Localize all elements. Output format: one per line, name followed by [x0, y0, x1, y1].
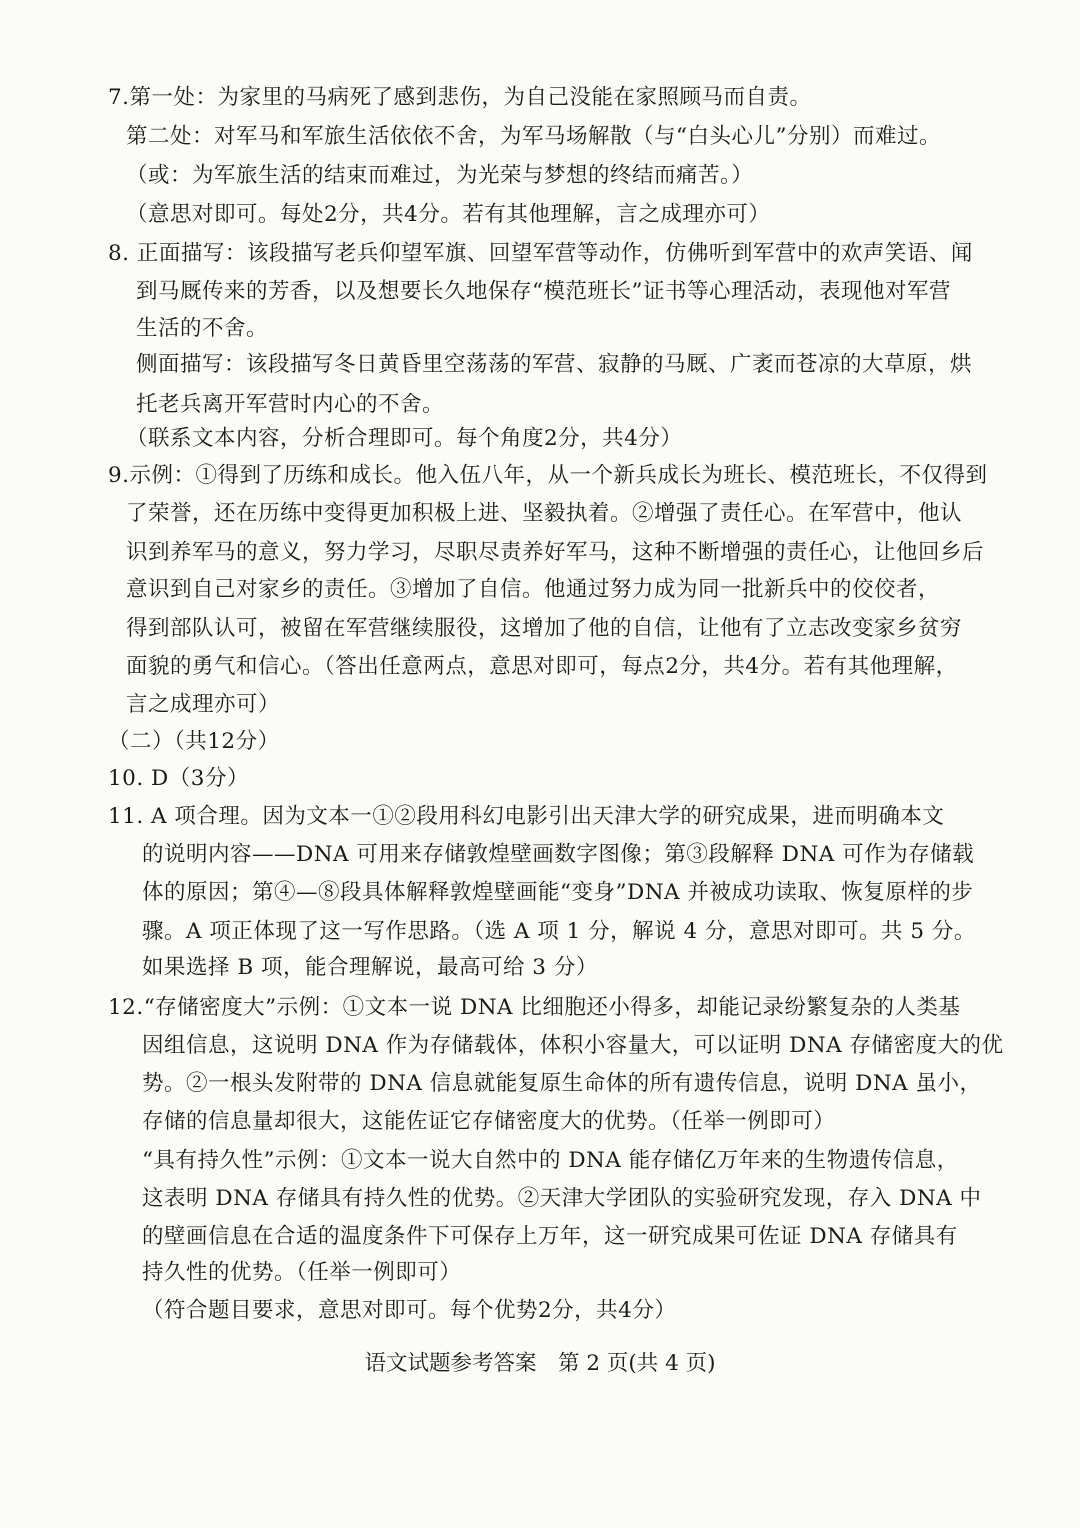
q8-line-1: 8. 正面描写：该段描写老兵仰望军旗、回望军营等动作，仿佛听到军营中的欢声笑语、闻	[108, 241, 973, 266]
q12-line-3: 势。②一根头发附带的 DNA 信息就能复原生命体的所有遗传信息，说明 DNA 虽小，	[142, 1071, 982, 1096]
q8-line-4: 侧面描写：该段描写冬日黄昏里空荡荡的军营、寂静的马厩、广袤而苍凉的大草原，烘	[136, 352, 973, 377]
q9-line-7: 言之成理亦可）	[126, 692, 281, 717]
q11-line-1: 11. A 项合理。因为文本一①②段用科幻电影引出天津大学的研究成果，进而明确本文	[108, 804, 945, 829]
q12-line-4: 存储的信息量却很大，这能佐证它存储密度大的优势。（任举一例即可）	[142, 1109, 836, 1134]
q8-line-3: 生活的不舍。	[136, 316, 269, 341]
q9-line-6: 面貌的勇气和信心。（答出任意两点，意思对即可，每点2分，共4分。若有其他理解，	[126, 654, 958, 679]
q11-line-3: 体的原因；第④—⑧段具体解释敦煌壁画能“变身”DNA 并被成功读取、恢复原样的步	[142, 880, 974, 905]
q12-line-9: （符合题目要求，意思对即可。每个优势2分，共4分）	[142, 1298, 677, 1323]
q8-line-2: 到马厩传来的芳香，以及想要长久地保存“模范班长”证书等心理活动，表现他对军营	[136, 279, 951, 304]
q11-line-5: 如果选择 B 项，能合理解说，最高可给 3 分）	[142, 955, 598, 980]
q12-line-8: 持久性的优势。（任举一例即可）	[142, 1260, 462, 1285]
page-footer: 语文试题参考答案 第 2 页(共 4 页)	[364, 1351, 716, 1376]
q7-line-3: （或：为军旅生活的结束而难过，为光荣与梦想的终结而痛苦。）	[126, 163, 754, 188]
section-2-heading: （二）（共12分）	[108, 729, 280, 754]
q11-line-2: 的说明内容——DNA 可用来存储敦煌壁画数字图像；第③段解释 DNA 可作为存储载	[142, 842, 975, 867]
q12-line-2: 因组信息，这说明 DNA 作为存储载体，体积小容量大，可以证明 DNA 存储密度大的优	[142, 1033, 1004, 1058]
q12-line-6: 这表明 DNA 存储具有持久性的优势。②天津大学团队的实验研究发现，存入 DNA 中	[142, 1186, 982, 1211]
q8-line-5: 托老兵离开军营时内心的不舍。	[136, 392, 445, 417]
q9-line-3: 识到养军马的意义，努力学习，尽职尽责养好军马，这种不断增强的责任心，让他回乡后	[126, 540, 985, 565]
q7-line-1: 7.第一处：为家里的马病死了感到悲伤，为自己没能在家照顾马而自责。	[108, 85, 812, 110]
q8-line-6: （联系文本内容，分析合理即可。每个角度2分，共4分）	[126, 426, 683, 451]
q11-line-4: 骤。A 项正体现了这一写作思路。（选 A 项 1 分，解说 4 分，意思对即可。共 5 分。	[142, 919, 976, 944]
q12-line-7: 的壁画信息在合适的温度条件下可保存上万年，这一研究成果可佐证 DNA 存储具有	[142, 1224, 958, 1249]
q12-line-5: “具有持久性”示例：①文本一说大自然中的 DNA 能存储亿万年来的生物遗传信息，	[142, 1148, 959, 1173]
q7-line-2: 第二处：对军马和军旅生活依依不舍，为军马场解散（与“白头心儿”分别）而难过。	[126, 124, 941, 149]
q9-line-5: 得到部队认可，被留在军营继续服役，这增加了他的自信，让他有了立志改变家乡贫穷	[126, 616, 963, 641]
q10-answer: 10. D（3分）	[108, 766, 249, 791]
q9-line-4: 意识到自己对家乡的责任。③增加了自信。他通过努力成为同一批新兵中的佼佼者，	[126, 577, 941, 602]
q9-line-2: 了荣誉，还在历练中变得更加积极上进、坚毅执着。②增强了责任心。在军营中，他认	[126, 501, 963, 526]
q12-line-1: 12.“存储密度大”示例：①文本一说 DNA 比细胞还小得多，却能记录纷繁复杂的人类基	[108, 995, 961, 1020]
q7-line-4: （意思对即可。每处2分，共4分。若有其他理解，言之成理亦可）	[126, 202, 771, 227]
q9-line-1: 9.示例：①得到了历练和成长。他入伍八年，从一个新兵成长为班长、模范班长，不仅得到	[108, 463, 988, 488]
